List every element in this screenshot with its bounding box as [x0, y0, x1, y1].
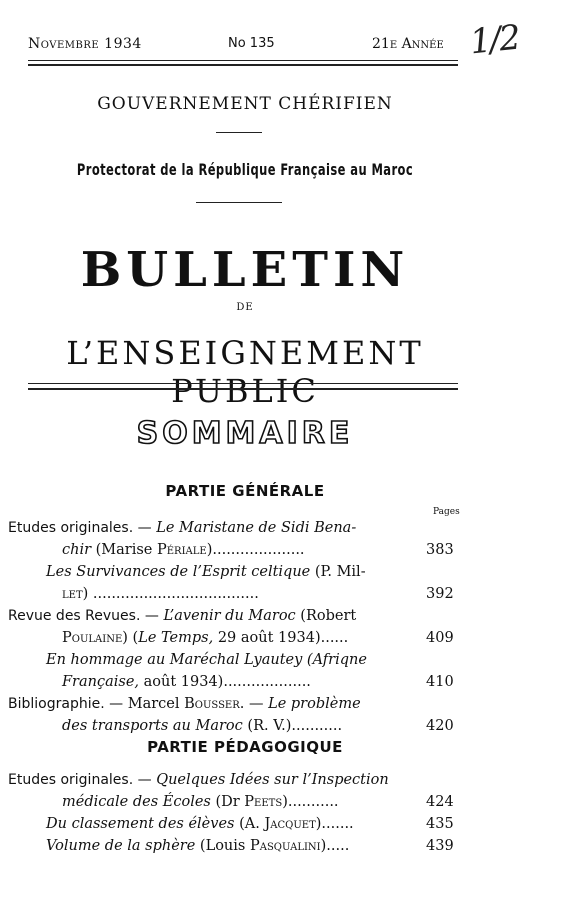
- sommaire-heading: SOMMAIRE: [136, 416, 354, 451]
- toc-entry-line: Volume de la sphère (Louis Pasqualini).....: [46, 838, 350, 854]
- toc-entry-line: Française, août 1934)...................: [62, 674, 311, 690]
- toc-entry-line: Etudes originales. — Le Maristane de Sidi Bena-: [8, 520, 357, 536]
- issue-number: No 135: [228, 36, 275, 51]
- page-number: 435: [426, 816, 454, 832]
- toc-entry-line: Etudes originales. — Quelques Idées sur l’Inspection: [8, 772, 389, 788]
- toc-entry-line: En hommage au Maréchal Lyautey (Afriqne: [46, 652, 367, 668]
- header-rule-top: [28, 60, 458, 61]
- issue-year: 21e Année: [372, 36, 444, 52]
- bulletin-title: BULLETIN: [80, 242, 410, 298]
- section-partie-generale: PARTIE GÉNÉRALE: [165, 482, 325, 500]
- toc-entry-line: Poulaine) (Le Temps, 29 août 1934)......: [62, 630, 349, 646]
- masthead-rule-top: [28, 383, 458, 384]
- toc-entry-line: des transports au Maroc (R. V.)...........: [62, 718, 343, 734]
- toc-entry-line: let) ....................................: [62, 586, 259, 602]
- government-title: GOUVERNEMENT CHÉRIFIEN: [97, 94, 393, 114]
- toc-entry-line: Bibliographie. — Marcel Bousser. — Le problème: [8, 696, 361, 712]
- page-number: 439: [426, 838, 454, 854]
- page-number: 410: [426, 674, 454, 690]
- handwritten-mark: 1/2: [468, 17, 521, 63]
- masthead-rule-bottom: [28, 388, 458, 390]
- protectorate-title: Protectorat de la République Française au Maroc: [76, 160, 414, 179]
- page-number: 424: [426, 794, 454, 810]
- bulletin-subtitle: L’ENSEIGNEMENT PUBLIC: [66, 334, 424, 410]
- title-de: DE: [236, 302, 254, 313]
- toc-entry-line: Du classement des élèves (A. Jacquet).......: [46, 816, 354, 832]
- pages-column-label: Pages: [433, 507, 460, 517]
- header-rule-bottom: [28, 64, 458, 66]
- section-partie-pedagogique: PARTIE PÉDAGOGIQUE: [147, 738, 343, 756]
- divider: [196, 202, 282, 203]
- page-number: 392: [426, 586, 454, 602]
- divider: [216, 132, 262, 133]
- toc-entry-line: médicale des Écoles (Dr Peets)...........: [62, 794, 339, 810]
- toc-entry-line: chir (Marise Périale)....................: [62, 542, 305, 558]
- page-number: 420: [426, 718, 454, 734]
- page-number: 409: [426, 630, 454, 646]
- toc-entry-line: Revue des Revues. — L’avenir du Maroc (Robert: [8, 608, 357, 624]
- issue-date: Novembre 1934: [28, 36, 142, 52]
- toc-entry-line: Les Survivances de l’Esprit celtique (P. Mil-: [46, 564, 366, 580]
- page-number: 383: [426, 542, 454, 558]
